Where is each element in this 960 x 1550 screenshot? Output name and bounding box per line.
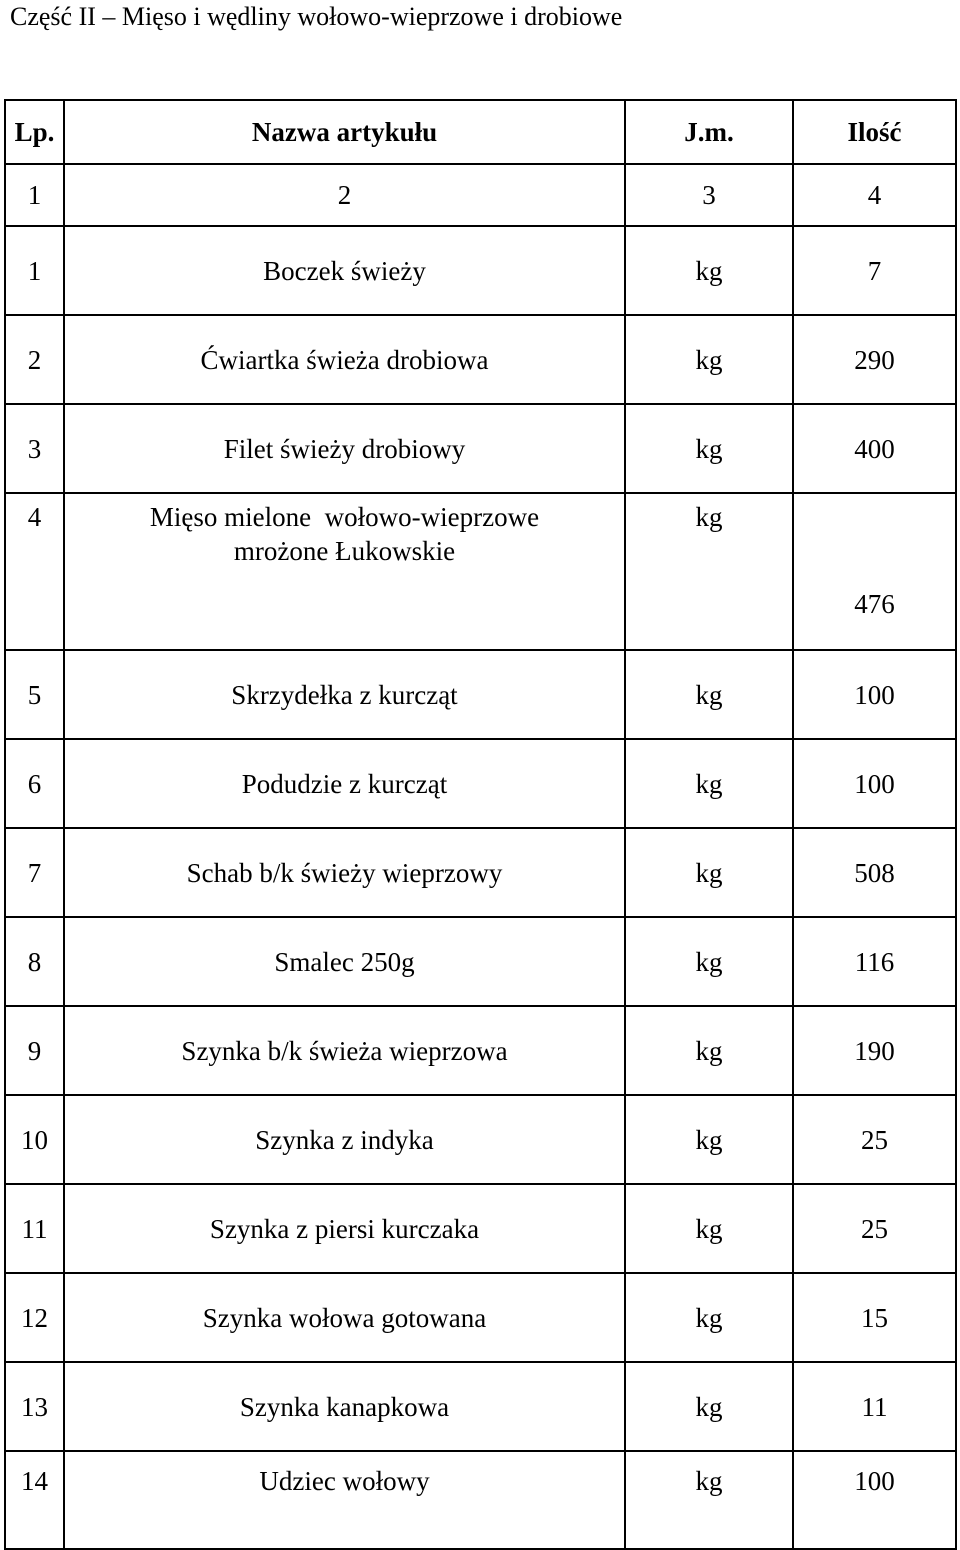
header-lp: Lp. — [5, 100, 64, 164]
document-title: Część II – Mięso i wędliny wołowo-wieprzowe i drobiowe — [10, 2, 623, 31]
row-unit: kg — [625, 739, 793, 828]
row-unit: kg — [625, 493, 793, 650]
row-unit: kg — [625, 1273, 793, 1362]
row-qty: 15 — [793, 1273, 956, 1362]
row-unit: kg — [625, 404, 793, 493]
table-row — [5, 1184, 956, 1273]
row-unit: kg — [625, 828, 793, 917]
row-qty: 400 — [793, 404, 956, 493]
row-qty: 100 — [793, 739, 956, 828]
row-lp: 11 — [5, 1184, 64, 1273]
row-name: Udziec wołowy — [64, 1451, 625, 1549]
table-row — [5, 404, 956, 493]
row-qty: 25 — [793, 1184, 956, 1273]
row-unit: kg — [625, 315, 793, 404]
row-name — [64, 493, 625, 650]
row-unit: kg — [625, 1006, 793, 1095]
row-name: Szynka b/k świeża wieprzowa — [64, 1006, 625, 1095]
table-header-row — [5, 100, 956, 164]
column-number: 4 — [793, 164, 956, 226]
header-unit: J.m. — [625, 100, 793, 164]
table-row — [5, 828, 956, 917]
row-lp: 6 — [5, 739, 64, 828]
row-qty: 190 — [793, 1006, 956, 1095]
row-lp: 10 — [5, 1095, 64, 1184]
row-qty: 100 — [793, 1451, 956, 1549]
row-unit: kg — [625, 1184, 793, 1273]
row-lp: 9 — [5, 1006, 64, 1095]
row-name-line: Mięso mielone wołowo-wieprzowe — [149, 502, 540, 532]
table-row — [5, 315, 956, 404]
table-row — [5, 650, 956, 739]
table-row — [5, 493, 956, 650]
table-row — [5, 1362, 956, 1451]
header-qty: Ilość — [793, 100, 956, 164]
row-name: Smalec 250g — [64, 917, 625, 1006]
row-name: Ćwiartka świeża drobiowa — [64, 315, 625, 404]
row-name: Schab b/k świeży wieprzowy — [64, 828, 625, 917]
table-row — [5, 917, 956, 1006]
column-number: 2 — [64, 164, 625, 226]
row-name: Boczek świeży — [64, 226, 625, 315]
row-unit: kg — [625, 1362, 793, 1451]
table-row — [5, 226, 956, 315]
row-qty: 7 — [793, 226, 956, 315]
row-unit: kg — [625, 650, 793, 739]
row-lp: 8 — [5, 917, 64, 1006]
table-row — [5, 1006, 956, 1095]
row-name: Skrzydełka z kurcząt — [64, 650, 625, 739]
row-name: Szynka z piersi kurczaka — [64, 1184, 625, 1273]
row-name: Szynka wołowa gotowana — [64, 1273, 625, 1362]
row-lp: 13 — [5, 1362, 64, 1451]
column-number-row — [5, 164, 956, 226]
column-number: 1 — [5, 164, 64, 226]
row-unit: kg — [625, 1095, 793, 1184]
row-qty: 290 — [793, 315, 956, 404]
row-name: Szynka kanapkowa — [64, 1362, 625, 1451]
table-row — [5, 1273, 956, 1362]
goods-table — [4, 99, 957, 1550]
row-name-line: mrożone Łukowskie — [233, 536, 456, 566]
row-qty: 25 — [793, 1095, 956, 1184]
table-row — [5, 1451, 956, 1549]
column-number: 3 — [625, 164, 793, 226]
row-unit: kg — [625, 226, 793, 315]
header-name: Nazwa artykułu — [64, 100, 625, 164]
row-name: Podudzie z kurcząt — [64, 739, 625, 828]
row-lp: 2 — [5, 315, 64, 404]
row-lp: 4 — [5, 493, 64, 650]
row-qty: 100 — [793, 650, 956, 739]
row-qty: 476 — [793, 493, 956, 650]
row-lp: 7 — [5, 828, 64, 917]
row-qty: 508 — [793, 828, 956, 917]
row-unit: kg — [625, 917, 793, 1006]
table-row — [5, 1095, 956, 1184]
row-unit: kg — [625, 1451, 793, 1549]
row-lp: 14 — [5, 1451, 64, 1549]
row-name: Szynka z indyka — [64, 1095, 625, 1184]
row-lp: 12 — [5, 1273, 64, 1362]
row-lp: 5 — [5, 650, 64, 739]
row-qty: 116 — [793, 917, 956, 1006]
row-qty: 11 — [793, 1362, 956, 1451]
row-lp: 1 — [5, 226, 64, 315]
row-lp: 3 — [5, 404, 64, 493]
row-name: Filet świeży drobiowy — [64, 404, 625, 493]
table-row — [5, 739, 956, 828]
